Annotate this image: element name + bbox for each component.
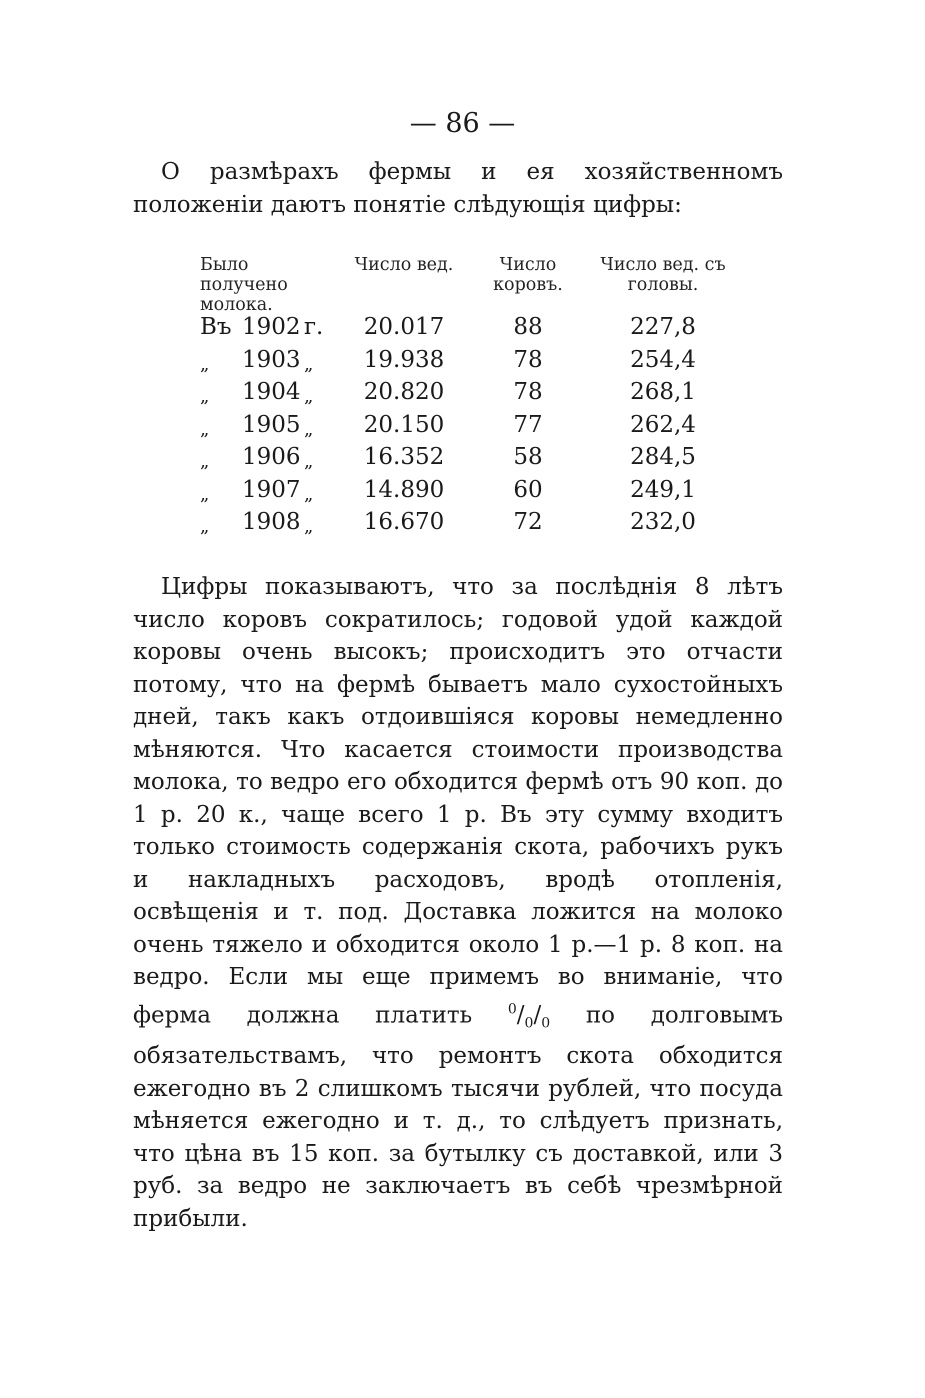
header-year: Было получено молока.	[200, 255, 288, 315]
vedra-cell: 19.938	[363, 346, 445, 373]
per-head-cell: 254,4	[630, 346, 696, 373]
table-row	[190, 441, 770, 474]
year-value: 1907	[242, 476, 301, 503]
year-cell	[190, 344, 340, 377]
per-head-cell: 268,1	[630, 379, 696, 405]
page-number: — 86 —	[409, 108, 516, 139]
intro-text: О размѣрахъ фермы и ея хозяйственномъ положеніи даютъ понятіе слѣдующія цифры:	[133, 159, 783, 218]
table-row	[190, 311, 770, 344]
vedra-cell: 20.017	[363, 314, 445, 340]
year-cell	[190, 311, 340, 344]
table-row	[190, 376, 770, 409]
per-head-cell: 232,0	[630, 509, 696, 535]
year-cell	[190, 506, 340, 539]
table-row	[190, 344, 770, 377]
year-prefix: „	[200, 483, 210, 505]
percent-slash: /	[516, 1002, 525, 1029]
header-cows: Число коровъ.	[493, 255, 563, 295]
header-vedra: Число вед.	[354, 255, 454, 275]
year-suffix: „	[304, 451, 314, 472]
body-paragraph	[133, 571, 783, 1235]
year-cell	[190, 376, 340, 409]
year-suffix: „	[304, 353, 314, 375]
per-head-cell: 227,8	[630, 314, 696, 340]
cows-cell: 60	[513, 476, 543, 503]
year-value: 1908	[242, 509, 301, 535]
year-prefix: „	[200, 353, 210, 375]
year-prefix: „	[200, 516, 210, 537]
year-prefix: „	[200, 451, 210, 472]
year-cell	[190, 409, 340, 442]
vedra-cell: 14.890	[363, 476, 445, 503]
per-head-cell: 249,1	[630, 476, 696, 503]
year-suffix: „	[304, 516, 314, 537]
year-value: 1906	[242, 444, 301, 470]
year-value: 1905	[242, 411, 301, 438]
vedra-cell: 16.352	[363, 444, 445, 470]
percent-sign	[507, 1001, 551, 1032]
year-prefix: „	[200, 418, 210, 440]
vedra-cell: 20.820	[363, 379, 445, 405]
cows-cell: 77	[513, 411, 543, 438]
year-value: 1903	[242, 346, 301, 373]
header-per-head: Число вед. съ головы.	[600, 255, 726, 295]
cows-cell: 58	[513, 444, 543, 470]
paragraph-text-after: по долговымъ обязательствамъ, что ремонтъ скота обходится ежегодно въ 2 слишкомъ тысячи рублей, что посуда мѣняется ежегодно и т. д., то слѣдуетъ признать, что цѣна въ 15 коп. за бутылку съ доставкой, или 3 руб. за ведро не заключаетъ въ себѣ чрезмѣрной прибыли.	[133, 1002, 784, 1232]
cows-cell: 72	[513, 509, 543, 535]
year-suffix: „	[304, 386, 314, 407]
year-value: 1902	[242, 314, 301, 340]
year-prefix: „	[200, 386, 210, 407]
table-row	[190, 409, 770, 442]
milk-statistics-table	[190, 255, 770, 539]
year-cell	[190, 474, 340, 507]
percent-sup: 0	[507, 1001, 517, 1018]
cows-cell: 88	[513, 314, 543, 340]
year-suffix: „	[304, 418, 314, 440]
percent-slash-2: /	[533, 1002, 542, 1029]
paragraph-text-before: Цифры показываютъ, что за послѣднія 8 лѣтъ число коровъ сократилось; годовой удой каждой коровы очень высокъ; происходитъ это отчасти потому, что на фермѣ бываетъ мало сухостойныхъ дней, такъ какъ отдоившіяся коровы немедленно мѣняются. Что касается стоимости производства молока, то ведро его обходится фермѣ отъ 90 коп. до 1 р. 20 к., чаще всего 1 р. Въ эту сумму входитъ только стоимость содержанія скота, рабочихъ рукъ и накладныхъ расходовъ, вродѣ отопленія, освѣщенія и т. под. Доставка ложится на молоко очень тяжело и обходится около 1 р.—1 р. 8 коп. на ведро. Если мы еще примемъ во вниманіе, что ферма должна платить	[133, 574, 783, 1029]
cows-cell: 78	[513, 346, 543, 373]
per-head-cell: 284,5	[630, 444, 696, 470]
percent-sub-2: 0	[541, 1015, 551, 1032]
year-prefix: Въ	[200, 314, 232, 340]
year-suffix: „	[304, 483, 314, 505]
vedra-cell: 16.670	[363, 509, 445, 535]
year-suffix: г.	[304, 314, 324, 340]
table-row	[190, 506, 770, 539]
vedra-cell: 20.150	[363, 411, 445, 438]
cows-cell: 78	[513, 379, 543, 405]
table-body	[190, 311, 770, 539]
year-value: 1904	[242, 379, 301, 405]
percent-sub: 0	[524, 1015, 534, 1032]
table-header	[190, 255, 770, 315]
table-row	[190, 474, 770, 507]
per-head-cell: 262,4	[630, 411, 696, 438]
year-cell	[190, 441, 340, 474]
